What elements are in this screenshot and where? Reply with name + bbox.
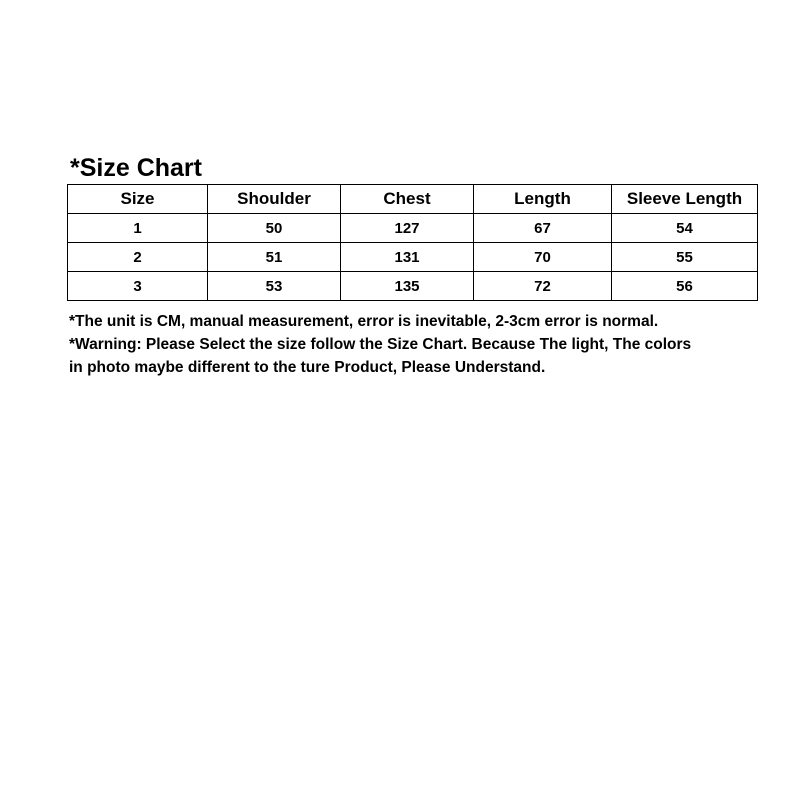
cell-length: 70 [474, 243, 612, 272]
cell-sleeve-length: 56 [612, 272, 758, 301]
cell-size: 3 [68, 272, 208, 301]
header-chest: Chest [341, 185, 474, 214]
cell-sleeve-length: 54 [612, 214, 758, 243]
cell-shoulder: 50 [208, 214, 341, 243]
cell-shoulder: 51 [208, 243, 341, 272]
cell-length: 72 [474, 272, 612, 301]
table-row [68, 214, 758, 243]
cell-sleeve-length: 55 [612, 243, 758, 272]
cell-chest: 127 [341, 214, 474, 243]
cell-size: 2 [68, 243, 208, 272]
table-row [68, 272, 758, 301]
header-sleeve-length: Sleeve Length [612, 185, 758, 214]
warning-note-line-2: in photo maybe different to the ture Product, Please Understand. [69, 359, 546, 376]
cell-length: 67 [474, 214, 612, 243]
cell-chest: 131 [341, 243, 474, 272]
header-size: Size [68, 185, 208, 214]
warning-note-line-1: *Warning: Please Select the size follow the Size Chart. Because The light, The colors [69, 336, 692, 353]
header-shoulder: Shoulder [208, 185, 341, 214]
size-chart-title: *Size Chart [70, 154, 202, 182]
size-chart-table [67, 184, 758, 301]
table-row [68, 243, 758, 272]
unit-note: *The unit is CM, manual measurement, error is inevitable, 2-3cm error is normal. [69, 313, 659, 330]
table-header-row [68, 185, 758, 214]
cell-shoulder: 53 [208, 272, 341, 301]
cell-chest: 135 [341, 272, 474, 301]
header-length: Length [474, 185, 612, 214]
cell-size: 1 [68, 214, 208, 243]
notes-block [69, 310, 759, 379]
